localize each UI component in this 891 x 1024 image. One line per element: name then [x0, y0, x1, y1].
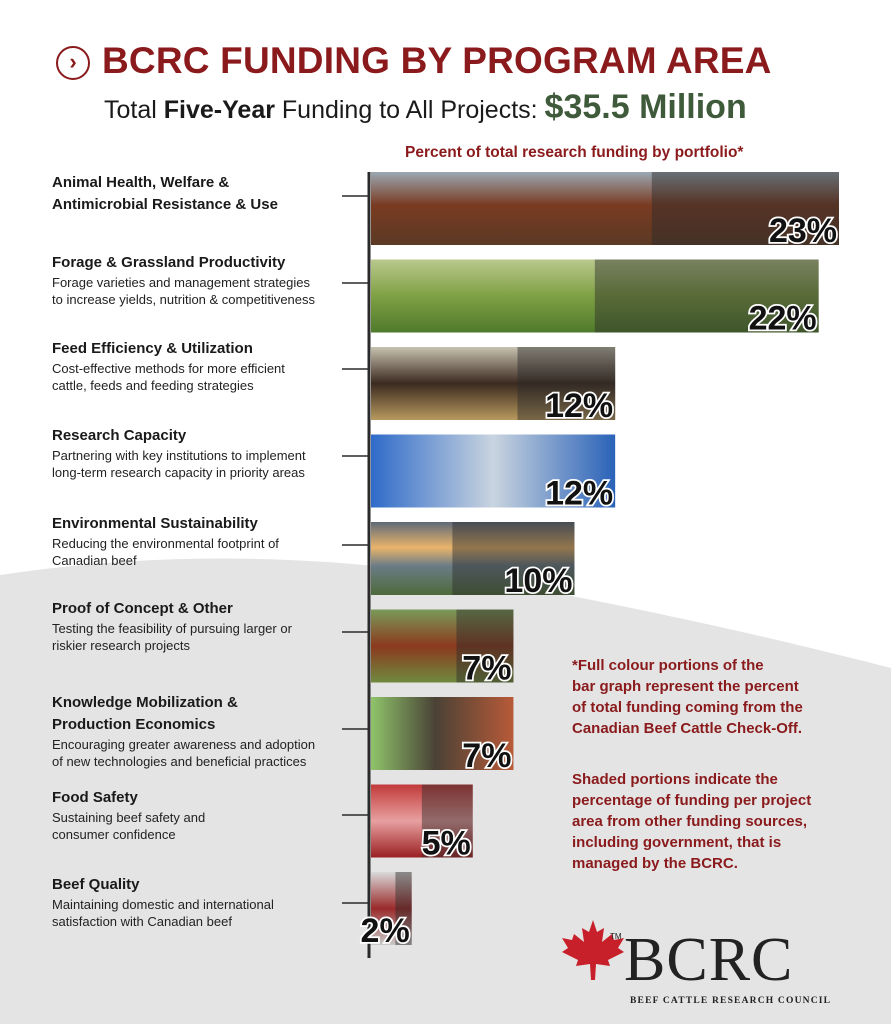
note-other-sources-line-1: percentage of funding per project — [572, 792, 812, 809]
category-title-6-0: Knowledge Mobilization & — [52, 694, 238, 711]
category-label-1 — [52, 252, 352, 308]
subtitle-pre: Total — [104, 96, 164, 124]
value-label-8: 2% — [360, 912, 410, 950]
category-desc-1-0: Forage varieties and management strategies — [52, 275, 310, 290]
category-label-3 — [52, 425, 352, 481]
logo-wordmark: BCRC — [624, 926, 794, 994]
note-other-sources-line-0: Shaded portions indicate the — [572, 771, 778, 788]
logo-subtitle: BEEF CATTLE RESEARCH COUNCIL — [630, 996, 832, 1006]
category-label-8 — [52, 874, 352, 930]
bcrc-logo — [558, 918, 832, 1014]
category-title-0-1: Antimicrobial Resistance & Use — [52, 196, 278, 213]
category-title-5-0: Proof of Concept & Other — [52, 600, 233, 617]
subtitle-strong: Five-Year — [163, 96, 275, 124]
category-desc-2-1: cattle, feeds and feeding strategies — [52, 378, 254, 393]
chevron-right-icon: › — [56, 46, 90, 80]
category-desc-3-1: long-term research capacity in priority areas — [52, 465, 305, 480]
subtitle-mid: Funding to All Projects: — [274, 96, 545, 124]
category-title-6-1: Production Economics — [52, 716, 216, 733]
total-funding-amount: $35.5 Million — [544, 88, 747, 126]
category-desc-6-0: Encouraging greater awareness and adoption — [52, 737, 316, 752]
value-label-7: 5% — [421, 824, 471, 863]
category-title-7-0: Food Safety — [52, 789, 138, 806]
category-title-4-0: Environmental Sustainability — [52, 515, 258, 532]
category-desc-8-1: satisfaction with Canadian beef — [52, 914, 232, 929]
category-label-5 — [52, 598, 352, 654]
category-label-6 — [52, 692, 352, 770]
logo-trademark: TM — [610, 932, 622, 941]
category-title-8-0: Beef Quality — [52, 876, 140, 893]
category-desc-7-0: Sustaining beef safety and — [52, 810, 206, 825]
note-check-off-line-0: *Full colour portions of the — [572, 657, 764, 674]
category-desc-5-1: riskier research projects — [52, 638, 190, 653]
note-other-sources-line-4: managed by the BCRC. — [572, 855, 738, 872]
value-label-4: 10% — [504, 562, 573, 600]
value-label-2: 12% — [545, 387, 614, 425]
category-title-1-0: Forage & Grassland Productivity — [52, 254, 286, 271]
note-check-off-line-2: of total funding coming from the — [572, 699, 803, 716]
category-desc-3-0: Partnering with key institutions to implement — [52, 448, 306, 463]
category-title-2-0: Feed Efficiency & Utilization — [52, 340, 253, 357]
page-title: BCRC FUNDING BY PROGRAM AREA — [102, 40, 772, 81]
value-label-3: 12% — [545, 474, 614, 513]
category-desc-4-0: Reducing the environmental footprint of — [52, 536, 279, 551]
value-label-5: 7% — [462, 649, 512, 688]
chart-caption: Percent of total research funding by portfolio* — [405, 144, 744, 161]
category-title-0-0: Animal Health, Welfare & — [52, 174, 230, 191]
value-label-6: 7% — [462, 737, 512, 775]
note-other-sources — [572, 769, 862, 874]
note-check-off — [572, 655, 862, 739]
category-label-0 — [52, 172, 352, 216]
value-label-0: 23% — [768, 212, 837, 250]
note-check-off-line-1: bar graph represent the percent — [572, 678, 799, 695]
category-label-7 — [52, 787, 352, 843]
category-title-3-0: Research Capacity — [52, 427, 187, 444]
category-label-2 — [52, 338, 352, 394]
value-label-1: 22% — [748, 299, 817, 338]
category-desc-8-0: Maintaining domestic and international — [52, 897, 274, 912]
category-desc-5-0: Testing the feasibility of pursuing larger or — [52, 621, 292, 636]
category-label-4 — [52, 513, 352, 569]
category-desc-4-1: Canadian beef — [52, 553, 137, 568]
maple-leaf-icon — [558, 918, 628, 982]
note-other-sources-line-3: including government, that is — [572, 834, 782, 851]
category-desc-6-1: of new technologies and beneficial practices — [52, 754, 307, 769]
category-desc-2-0: Cost-effective methods for more efficient — [52, 361, 285, 376]
category-desc-1-1: to increase yields, nutrition & competitiveness — [52, 292, 316, 307]
note-check-off-line-3: Canadian Beef Cattle Check-Off. — [572, 720, 803, 737]
note-other-sources-line-2: area from other funding sources, — [572, 813, 808, 830]
category-desc-7-1: consumer confidence — [52, 827, 176, 842]
